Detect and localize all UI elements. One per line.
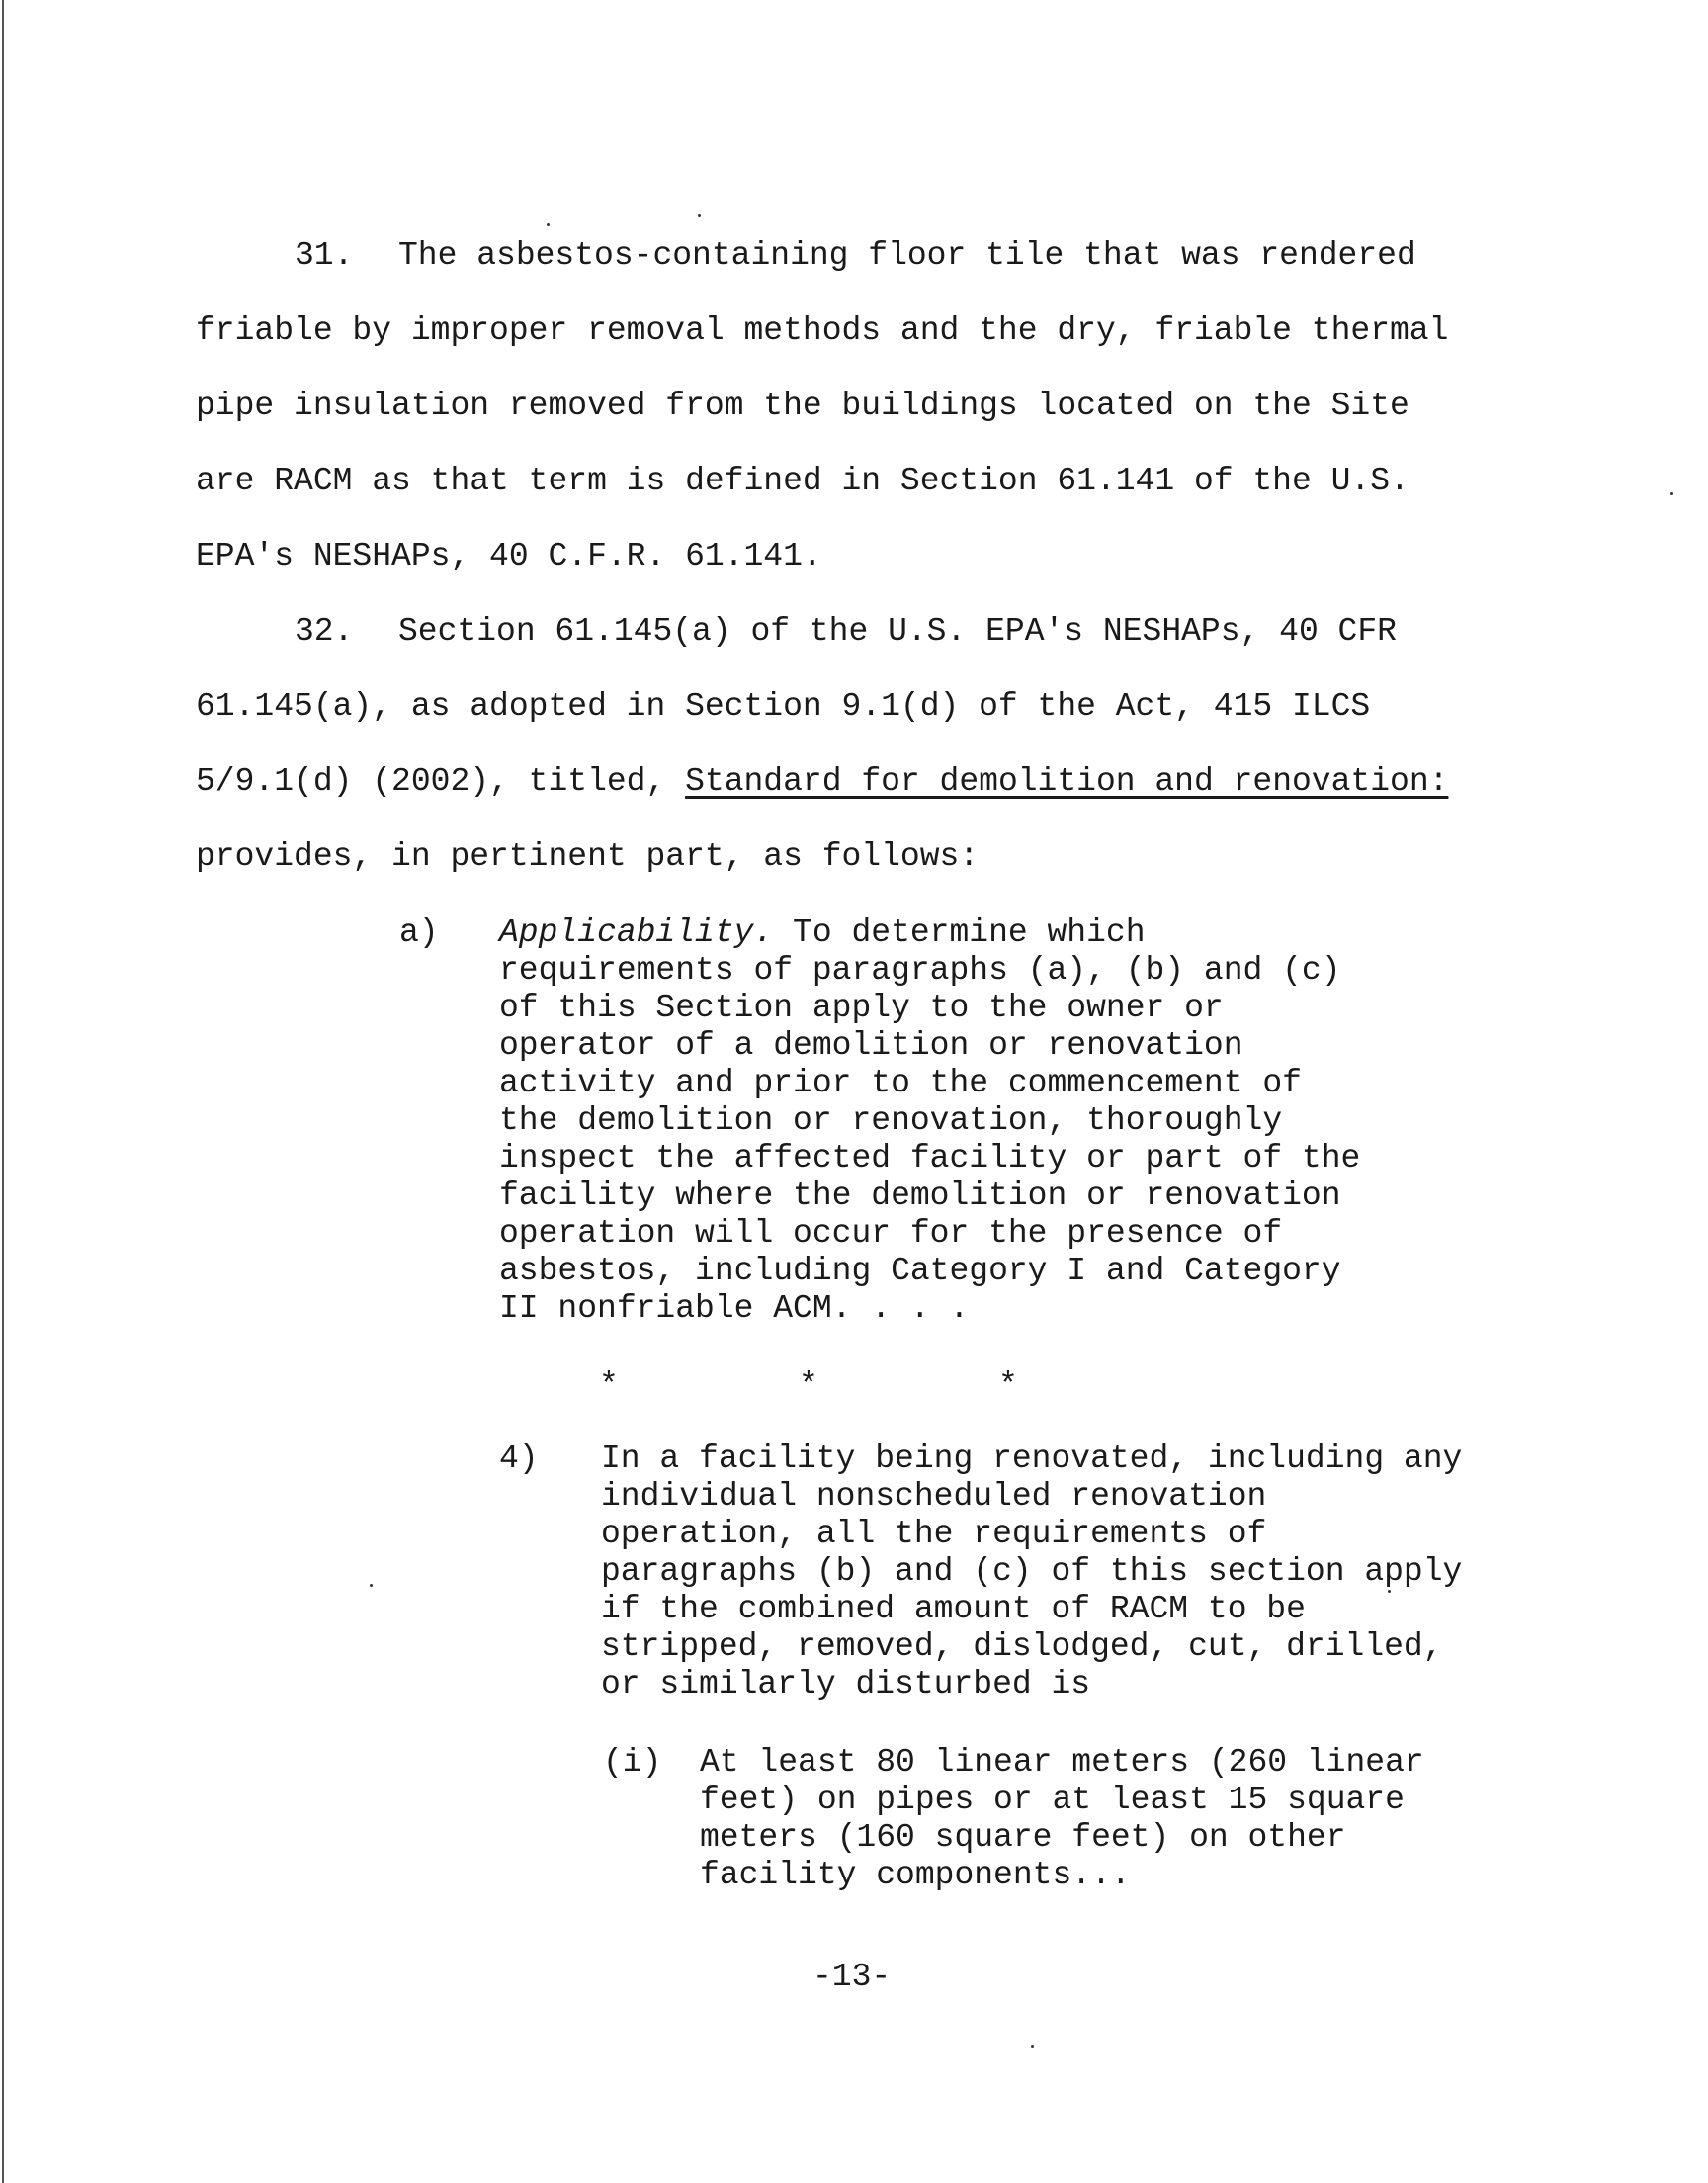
quote-a-line-9: operation will occur for the presence of xyxy=(499,1215,1283,1252)
ellipsis-asterisk-1: * xyxy=(599,1367,619,1404)
quote-a-line-4: operator of a demolition or renovation xyxy=(499,1027,1243,1064)
scan-speck xyxy=(698,214,701,217)
paragraph-31-line-3: pipe insulation removed from the buildings located on the Site xyxy=(196,388,1409,424)
quote-a-marker: a) xyxy=(399,915,439,951)
quote-4-line-4: paragraphs (b) and (c) of this section apply xyxy=(601,1553,1463,1590)
quote-a-line-1 xyxy=(499,915,1146,952)
quote-i-marker: (i) xyxy=(603,1744,662,1781)
scan-speck xyxy=(1670,492,1673,495)
quote-4-line-6: stripped, removed, dislodged, cut, drilled, xyxy=(601,1628,1443,1665)
paragraph-32-line-3 xyxy=(196,763,1448,801)
paragraph-32-line-2: 61.145(a), as adopted in Section 9.1(d) of the Act, 415 ILCS xyxy=(196,688,1371,725)
scan-speck xyxy=(1031,2045,1034,2048)
applicability-heading: Applicability. xyxy=(499,915,774,951)
quote-a-line-5: activity and prior to the commencement of xyxy=(499,1065,1302,1101)
paragraph-31-line-4: are RACM as that term is defined in Section 61.141 of the U.S. xyxy=(196,463,1409,499)
paragraph-32-number: 32. xyxy=(295,613,354,650)
paragraph-31-line-5: EPA's NESHAPs, 40 C.F.R. 61.141. xyxy=(196,538,822,574)
quote-4-marker: 4) xyxy=(499,1441,539,1477)
quote-4-line-3: operation, all the requirements of xyxy=(601,1516,1267,1552)
scan-speck xyxy=(370,1584,373,1587)
paragraph-32-line-3-prefix: 5/9.1(d) (2002), titled, xyxy=(196,763,686,800)
quote-a-line-2: requirements of paragraphs (a), (b) and (c) xyxy=(499,952,1341,989)
paragraph-31-line-2: friable by improper removal methods and the dry, friable thermal xyxy=(196,312,1449,349)
ellipsis-asterisk-2: * xyxy=(799,1367,818,1404)
quote-4-line-5: if the combined amount of RACM to be xyxy=(601,1591,1306,1627)
paragraph-31-line-1: The asbestos-containing floor tile that was rendered xyxy=(398,237,1416,274)
ellipsis-asterisk-3: * xyxy=(998,1367,1018,1404)
paragraph-32-line-1: Section 61.145(a) of the U.S. EPA's NESHAPs, 40 CFR xyxy=(398,613,1397,650)
scan-speck xyxy=(547,223,550,226)
quote-i-line-1: At least 80 linear meters (260 linear xyxy=(700,1744,1424,1781)
page-number: -13- xyxy=(812,1959,892,1995)
quote-a-line-10: asbestos, including Category I and Category xyxy=(499,1253,1341,1289)
quote-i-line-4: facility components... xyxy=(700,1857,1131,1893)
quote-4-line-7: or similarly disturbed is xyxy=(601,1666,1091,1703)
scan-speck xyxy=(1388,1590,1391,1593)
quote-a-line-6: the demolition or renovation, thoroughly xyxy=(499,1102,1283,1139)
quote-a-line-11: II nonfriable ACM. . . . xyxy=(499,1290,970,1327)
paragraph-31-number: 31. xyxy=(295,237,354,274)
quote-4-line-2: individual nonscheduled renovation xyxy=(601,1478,1267,1515)
standard-title-underlined: Standard for demolition and renovation: xyxy=(685,763,1449,800)
quote-a-line-8: facility where the demolition or renovation xyxy=(499,1178,1341,1214)
quote-i-line-2: feet) on pipes or at least 15 square xyxy=(700,1782,1405,1818)
quote-a-line-1-rest: To determine which xyxy=(773,915,1146,951)
quote-i-line-3: meters (160 square feet) on other xyxy=(700,1819,1346,1856)
scan-edge-line xyxy=(2,0,4,2183)
quote-4-line-1: In a facility being renovated, including any xyxy=(601,1441,1463,1477)
quote-a-line-7: inspect the affected facility or part of the xyxy=(499,1140,1361,1177)
quote-a-line-3: of this Section apply to the owner or xyxy=(499,990,1224,1026)
paragraph-32-line-4: provides, in pertinent part, as follows: xyxy=(196,838,980,875)
